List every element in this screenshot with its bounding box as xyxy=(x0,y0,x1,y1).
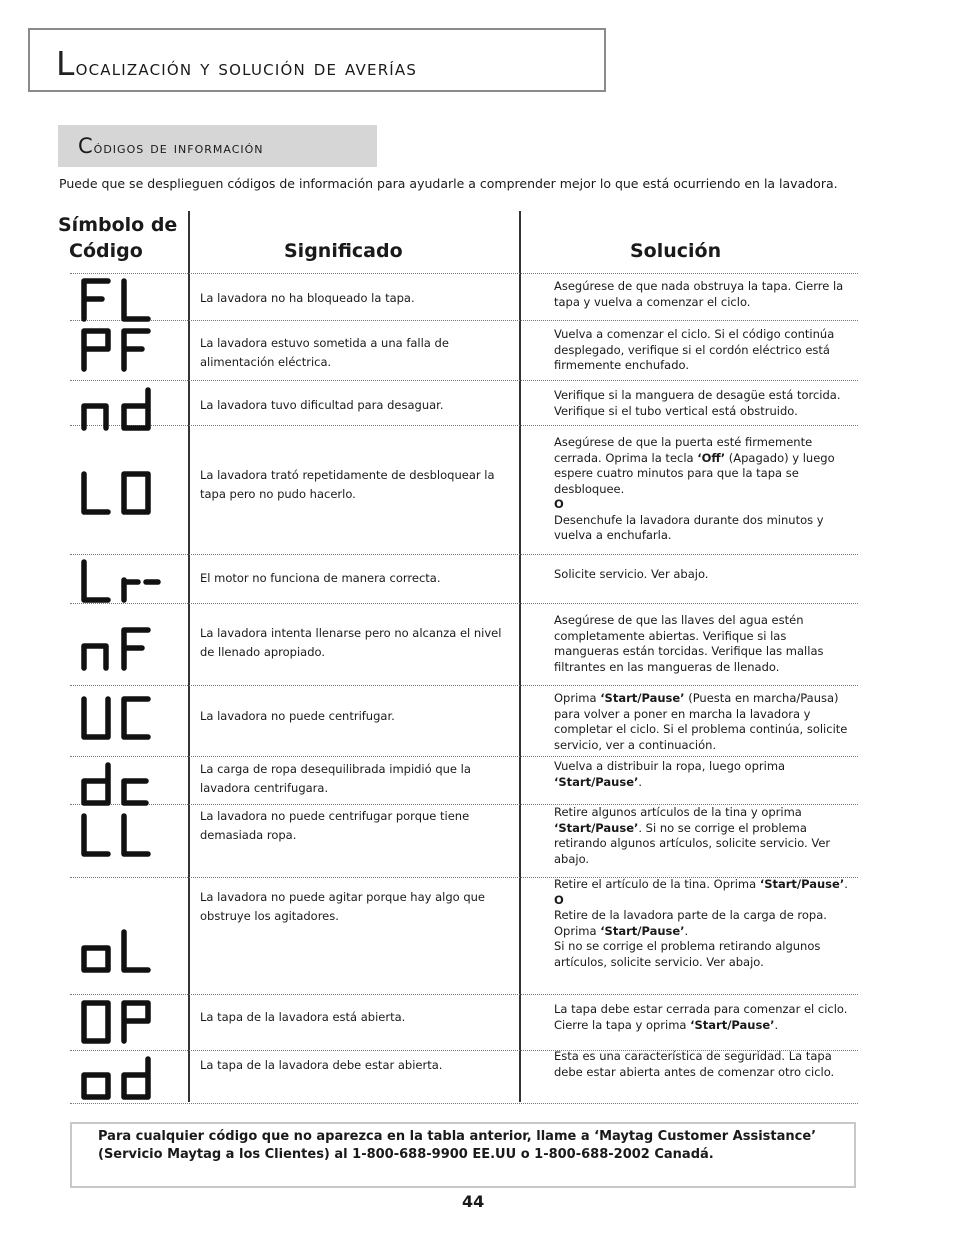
page-number: 44 xyxy=(462,1192,485,1211)
code-segment-P xyxy=(124,1003,148,1041)
meaning-cell: La lavadora tuvo dificultad para desaguar. xyxy=(200,398,444,412)
solution-emphasis: O xyxy=(554,892,564,907)
solution-emphasis: ‘Start/Pause’ xyxy=(600,691,685,705)
column-header-symbol-line1: Símbolo de xyxy=(58,214,178,236)
solution-cell xyxy=(554,1002,854,1033)
code-segment-L xyxy=(84,474,108,512)
row-separator xyxy=(70,425,858,426)
code-segment-d xyxy=(124,1059,148,1097)
row-separator xyxy=(70,380,858,381)
row-separator xyxy=(70,554,858,555)
meaning-cell: La lavadora no ha bloqueado la tapa. xyxy=(200,291,415,305)
solution-text: Retire el artículo de la tina. Oprima xyxy=(554,877,760,891)
solution-text: . xyxy=(638,774,643,789)
code-symbol-fl xyxy=(70,276,188,324)
meaning-cell: La tapa de la lavadora está abierta. xyxy=(200,1010,406,1024)
solution-cell xyxy=(554,435,854,544)
page-title-initial: L xyxy=(56,44,76,83)
code-symbol-uc xyxy=(70,694,188,742)
footer-note: Para cualquier código que no aparezca en la tabla anterior, llame a ‘Maytag Customer Assistance’ (Servicio Maytag a los Clientes) al 1-800-688-9900 EE.UU o 1-800-688-2002 Canadá. xyxy=(98,1129,817,1162)
page-title xyxy=(56,44,417,83)
intro-text: Puede que se desplieguen códigos de información para ayudarle a comprender mejor lo que está ocurriendo en la lavadora. xyxy=(59,176,838,191)
meaning-cell: La carga de ropa desequilibrada impidió que la lavadora centrifugara. xyxy=(200,762,471,795)
code-segment-F xyxy=(84,281,108,319)
code-symbol-lrdash xyxy=(70,557,188,605)
code-symbol-lo xyxy=(70,469,188,517)
section-title-initial: C xyxy=(78,134,94,158)
solution-cell xyxy=(554,691,854,753)
code-segment-o xyxy=(84,948,108,970)
code-symbol-ll xyxy=(70,811,188,859)
solution-text: (Apagado) y luego espere cuatro minutos para que la tapa se desbloquee. xyxy=(554,450,835,496)
code-segment-c xyxy=(124,781,146,803)
solution-cell xyxy=(554,279,854,310)
solution-text: Solicite servicio. Ver abajo. xyxy=(554,567,709,581)
code-segment-O xyxy=(124,474,148,512)
solution-text: Oprima xyxy=(554,691,601,705)
section-title xyxy=(78,134,264,158)
code-segment-C xyxy=(124,699,148,737)
solution-cell xyxy=(554,805,854,867)
row-separator xyxy=(70,994,858,995)
solution-text: Asegúrese de que nada obstruya la tapa. Cierre la tapa y vuelva a comenzar el ciclo. xyxy=(554,279,844,309)
code-symbol-op xyxy=(70,998,188,1046)
solution-text: Asegúrese de que la puerta esté firmemente cerrada. Oprima la tecla xyxy=(554,435,813,465)
solution-emphasis: O xyxy=(554,497,564,511)
code-segment-d xyxy=(84,765,108,803)
code-segment-F xyxy=(124,630,148,668)
solution-emphasis: ‘Start/Pause’ xyxy=(554,820,639,835)
meaning-cell: La lavadora estuvo sometida a una falla de alimentación eléctrica. xyxy=(200,336,449,369)
solution-cell xyxy=(554,388,854,419)
section-title-rest: ódigos de información xyxy=(93,138,264,157)
code-segment-P xyxy=(84,331,108,369)
code-segment-r xyxy=(124,580,138,600)
code-symbol-dc xyxy=(70,760,188,808)
code-segment-d xyxy=(124,390,148,428)
solution-cell xyxy=(554,327,854,374)
code-segment-L xyxy=(84,562,108,600)
code-segment-L xyxy=(124,816,148,854)
solution-text: Asegúrese de que las llaves del agua estén completamente abiertas. Verifique si las mangueras están torcidas. Verifique las mallas filtrantes en las mangueras de llenado. xyxy=(554,613,824,674)
solution-cell xyxy=(554,1049,854,1080)
solution-text: . Si no se corrige el problema retirando algunos artículos, solicite servicio. Ver abajo. xyxy=(554,820,831,866)
solution-text: Retire de la lavadora parte de la carga de ropa. Oprima xyxy=(554,908,827,938)
solution-text: (Puesta en marcha/Pausa) para volver a poner en marcha la lavadora y completar el ciclo. Si el problema continúa, solicite servicio, ver a continuación. xyxy=(554,691,848,752)
code-segment-F xyxy=(124,331,148,369)
solution-text: Si no se corrige el problema retirando algunos artículos, solicite servicio. Ver abajo. xyxy=(554,939,821,969)
code-segment-L xyxy=(124,932,148,970)
meaning-cell: La lavadora trató repetidamente de desbloquear la tapa pero no pudo hacerlo. xyxy=(200,468,495,501)
solution-emphasis: ‘Start/Pause’ xyxy=(554,774,639,789)
code-segment-L xyxy=(124,281,148,319)
code-segment-U xyxy=(84,699,108,737)
meaning-cell: La tapa de la lavadora debe estar abierta. xyxy=(200,1058,443,1072)
meaning-cell: La lavadora no puede centrifugar. xyxy=(200,709,395,723)
column-header-symbol-line2: Código xyxy=(69,240,143,262)
solution-text: Desenchufe la lavadora durante dos minutos y vuelva a enchufarla. xyxy=(554,512,824,542)
solution-text: . xyxy=(684,923,689,938)
meaning-cell: La lavadora intenta llenarse pero no alcanza el nivel de llenado apropiado. xyxy=(200,626,502,659)
column-header-meaning: Significado xyxy=(284,240,403,262)
solution-cell xyxy=(554,613,854,675)
code-symbol-nd xyxy=(70,385,188,433)
column-divider-1 xyxy=(188,211,190,1102)
code-segment-O xyxy=(84,1003,108,1041)
solution-text: . xyxy=(844,877,848,891)
meaning-cell: La lavadora no puede agitar porque hay algo que obstruye los agitadores. xyxy=(200,890,486,923)
row-separator xyxy=(70,603,858,604)
solution-emphasis: ‘Start/Pause’ xyxy=(600,923,685,938)
row-separator xyxy=(70,320,858,321)
solution-cell xyxy=(554,877,854,970)
solution-text: Vuelva a distribuir la ropa, luego oprima xyxy=(554,759,786,773)
code-symbol-od xyxy=(70,1054,188,1102)
meaning-cell: El motor no funciona de manera correcta. xyxy=(200,571,441,585)
solution-text: . xyxy=(774,1017,779,1032)
solution-text: Vuelva a comenzar el ciclo. Si el código continúa desplegado, verifique si el cordón eléctrico está firmemente enchufado. xyxy=(554,327,835,372)
solution-text: Verifique si la manguera de desagüe está torcida. Verifique si el tubo vertical está obstruido. xyxy=(554,388,841,418)
solution-cell xyxy=(554,759,854,790)
column-divider-2 xyxy=(519,211,521,1102)
solution-text: Esta es una característica de seguridad. La tapa debe estar abierta antes de comenzar otro ciclo. xyxy=(554,1049,835,1079)
row-separator xyxy=(70,756,858,757)
page-title-rest: ocalización y solución de averías xyxy=(75,56,418,80)
code-segment-o xyxy=(84,1075,108,1097)
code-segment-L xyxy=(84,816,108,854)
code-symbol-ol xyxy=(70,927,188,975)
row-separator xyxy=(70,273,858,274)
solution-text: Retire algunos artículos de la tina y oprima xyxy=(554,805,802,819)
row-separator xyxy=(70,1103,858,1104)
solution-text: La tapa debe estar cerrada para comenzar el ciclo. Cierre la tapa y oprima xyxy=(554,1002,848,1032)
solution-cell xyxy=(554,567,854,583)
solution-emphasis: ‘Off’ xyxy=(697,450,726,465)
footer-note-box xyxy=(70,1122,856,1188)
solution-emphasis: ‘Start/Pause’ xyxy=(759,877,845,891)
code-symbol-nf xyxy=(70,625,188,673)
title-box xyxy=(28,28,606,92)
column-header-solution: Solución xyxy=(630,240,722,262)
code-symbol-pf xyxy=(70,326,188,374)
code-segment-n xyxy=(84,406,106,428)
meaning-cell: La lavadora no puede centrifugar porque tiene demasiada ropa. xyxy=(200,809,470,842)
section-header xyxy=(58,125,377,167)
row-separator xyxy=(70,685,858,686)
code-segment-n xyxy=(84,646,106,668)
solution-emphasis: ‘Start/Pause’ xyxy=(690,1017,775,1032)
